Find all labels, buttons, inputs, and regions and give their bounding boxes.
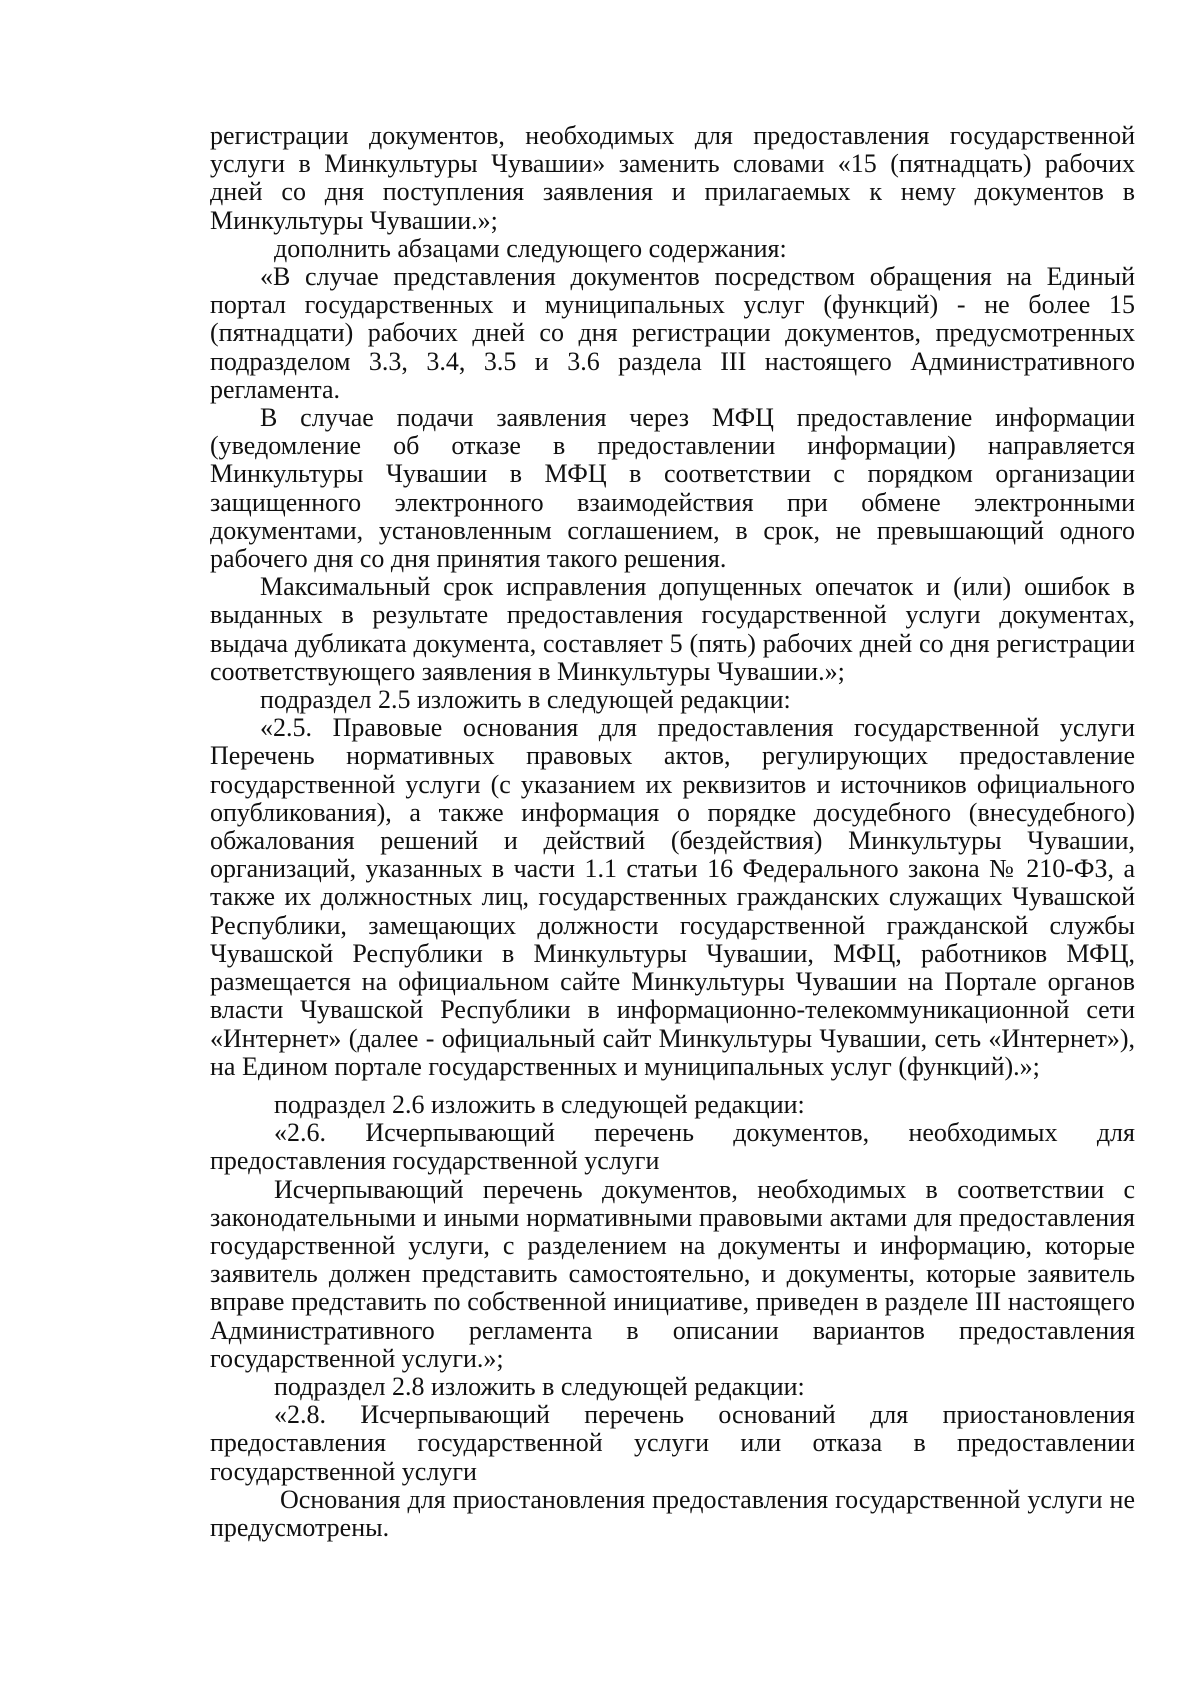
paragraph-subsection-2-5-intro: подраздел 2.5 изложить в следующей редакции: bbox=[260, 685, 791, 715]
document-body bbox=[210, 122, 1135, 1542]
paragraph-subsection-2-5-text: «2.5. Правовые основания для предоставления государственной услуги Перечень нормативных правовых актов, регулирующих предоставление государственной услуги (с указанием их реквизитов и источников официального опубликования), а также информация о порядке досудебного (внесудебного) обжалования решений и действий (бездействия) Минкультуры Чувашии, организаций, указанных в части 1.1 статьи 16 Федерального закона № 210-ФЗ, а также их должностных лиц, государственных гражданских служащих Чувашской Республики, замещающих должности государственной гражданской службы Чувашской Республики в Минкультуры Чувашии, МФЦ, работников МФЦ, размещается на официальном сайте Минкультуры Чувашии на Портале органов власти Чувашской Республики в информационно-телекоммуникационной сети «Интернет» (далее - официальный сайт Минкультуры Чувашии, сеть «Интернет»), на Едином портале государственных и муниципальных услуг (функций).»; bbox=[210, 713, 1135, 1081]
paragraph-suspension-grounds: Основания для приостановления предоставления государственной услуги не предусмотрены. bbox=[210, 1484, 1135, 1542]
paragraph-subsection-2-8-heading: «2.8. Исчерпывающий перечень оснований для приостановления предоставления государственной услуги или отказа в предоставлении государственной услуги bbox=[210, 1400, 1135, 1486]
paragraph-mfc-notification: В случае подачи заявления через МФЦ предоставление информации (уведомление об отказе в предоставлении информации) направляется Минкультуры Чувашии в МФЦ в соответствии с порядком организации защищенного электронного взаимодействия при обмене электронными документами, установленным соглашением, в срок, не превышающий одного рабочего дня со дня принятия такого решения. bbox=[210, 403, 1135, 574]
paragraph-registration-deadline: регистрации документов, необходимых для предоставления государственной услуги в Минкультуры Чувашии» заменить словами «15 (пятнадцать) рабочих дней со дня поступления заявления и прилагаемых к нему документов в Минкультуры Чувашии.»; bbox=[210, 121, 1135, 235]
paragraph-epgu-deadline: «В случае представления документов посредством обращения на Единый портал государственных и муниципальных услуг (функций) - не более 15 (пятнадцати) рабочих дней со дня регистрации документов, предусмотренных подразделом 3.3, 3.4, 3.5 и 3.6 раздела III настоящего Административного регламента. bbox=[210, 262, 1135, 404]
paragraph-subsection-2-6-heading: «2.6. Исчерпывающий перечень документов, необходимых для предоставления государственной услуги bbox=[210, 1118, 1135, 1176]
paragraph-subsection-2-8-intro: подраздел 2.8 изложить в следующей редакции: bbox=[274, 1371, 805, 1401]
paragraph-typo-correction-deadline: Максимальный срок исправления допущенных опечаток и (или) ошибок в выданных в результате предоставления государственной услуги документах, выдача дубликата документа, составляет 5 (пять) рабочих дней со дня регистрации соответствующего заявления в Минкультуры Чувашии.»; bbox=[210, 572, 1135, 686]
paragraph-add-clauses: дополнить абзацами следующего содержания: bbox=[274, 233, 787, 263]
paragraph-subsection-2-6-intro: подраздел 2.6 изложить в следующей редакции: bbox=[274, 1089, 805, 1119]
paragraph-subsection-2-6-text: Исчерпывающий перечень документов, необходимых в соответствии с законодательными и иными нормативными правовыми актами для предоставления государственной услуги, с разделением на документы и информацию, которые заявитель должен представить самостоятельно, и документы, которые заявитель вправе представить по собственной инициативе, приведен в разделе III настоящего Административного регламента в описании вариантов предоставления государственной услуги.»; bbox=[210, 1174, 1135, 1373]
